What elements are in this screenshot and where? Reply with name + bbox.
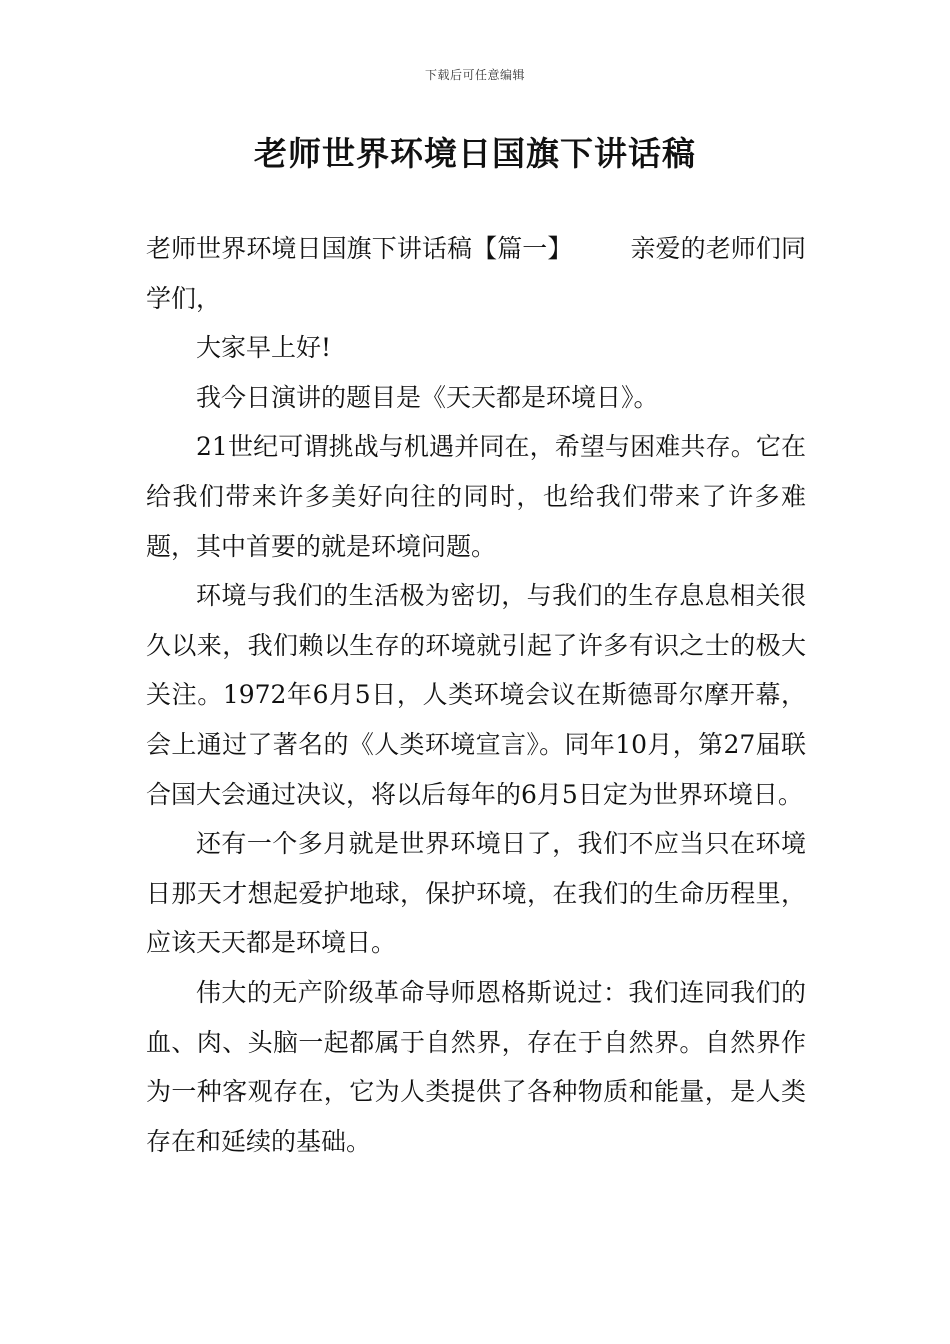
paragraph-topic: 我今日演讲的题目是《天天都是环境日》。	[196, 382, 659, 412]
paragraph-engels: 伟大的无产阶级革命导师恩格斯说过：我们连同我们的血、肉、头脑一起都属于自然界，存在于自然界。自然界作为一种客观存在，它为人类提供了各种物质和能量，是人类存在和延续的基础。	[146, 977, 806, 1156]
header-note: 下载后可任意编辑	[424, 68, 525, 82]
document-body	[146, 224, 806, 1166]
document-title: 老师世界环境日国旗下讲话稿	[254, 134, 696, 173]
section-heading: 老师世界环境日国旗下讲话稿【篇一】	[146, 234, 573, 263]
salutation: 亲爱的老师们同学们，	[146, 234, 806, 313]
paragraph-history: 环境与我们的生活极为密切，与我们的生存息息相关很久以来，我们赖以生存的环境就引起了许多有识之士的极大关注。1972年6月5日，人类环境会议在斯德哥尔摩开幕，会上通过了著名的《人类环境宣言》。同年10月，第27届联合国大会通过决议，将以后每年的6月5日定为世界环境日。	[146, 581, 806, 809]
lead-line	[146, 224, 806, 323]
paragraph-everyday: 还有一个多月就是世界环境日了，我们不应当只在环境日那天才想起爱护地球，保护环境，在我们的生命历程里，应该天天都是环境日。	[146, 829, 806, 958]
paragraph-greeting: 大家早上好!	[196, 333, 332, 363]
paragraph-century: 21世纪可谓挑战与机遇并同在，希望与困难共存。它在给我们带来许多美好向往的同时，也给我们带来了许多难题，其中首要的就是环境问题。	[146, 432, 806, 561]
